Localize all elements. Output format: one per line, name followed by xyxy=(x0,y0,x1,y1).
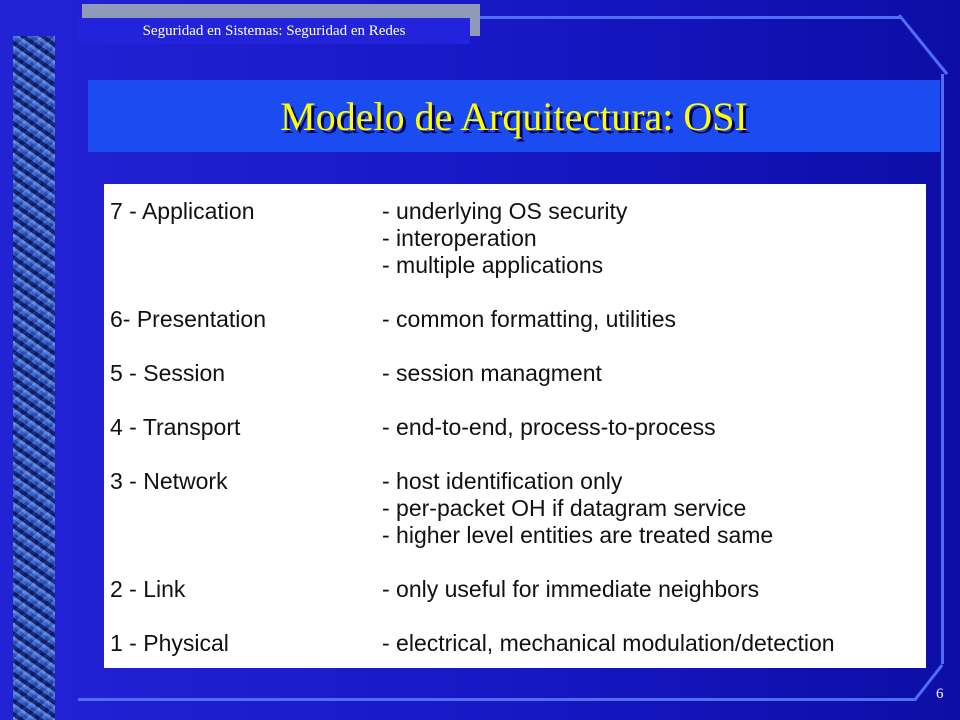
layer-name: 2 - Link xyxy=(110,576,186,602)
description-item: - host identification only xyxy=(382,468,623,494)
layer-description xyxy=(382,630,835,657)
description-item: - multiple applications xyxy=(382,252,604,278)
description-item: - higher level entities are treated same xyxy=(382,522,774,548)
layer-name: 3 - Network xyxy=(110,468,228,494)
frame-top-line xyxy=(470,16,902,19)
slide-title: Modelo de Arquitectura: OSI xyxy=(280,93,748,139)
description-item: - only useful for immediate neighbors xyxy=(382,576,760,602)
page-number: 6 xyxy=(936,686,944,702)
description-item: - underlying OS security xyxy=(382,198,628,224)
description-item: - end-to-end, process-to-process xyxy=(382,414,716,440)
description-item: - common formatting, utilities xyxy=(382,306,676,332)
frame-right-line xyxy=(941,74,944,664)
description-item: - per-packet OH if datagram service xyxy=(382,495,747,521)
layer-name: 5 - Session xyxy=(110,360,226,386)
header-shadow-right xyxy=(470,4,480,36)
layer-description xyxy=(382,360,602,387)
frame-bottom-line xyxy=(78,698,916,701)
layer-name: 6- Presentation xyxy=(110,306,266,332)
layer-description xyxy=(382,414,716,441)
decorative-side-strip xyxy=(13,36,55,720)
layer-name: 1 - Physical xyxy=(110,630,229,656)
layer-description xyxy=(382,576,759,603)
description-item: - electrical, mechanical modulation/detection xyxy=(382,630,835,656)
header-shadow xyxy=(82,4,474,18)
slide-header: Seguridad en Sistemas: Seguridad en Redes xyxy=(78,18,470,44)
frame-diagonal-top xyxy=(898,14,948,75)
layer-description xyxy=(382,468,773,549)
description-item: - session managment xyxy=(382,360,602,386)
osi-table-panel xyxy=(104,184,926,668)
layer-description xyxy=(382,198,627,279)
layer-name: 4 - Transport xyxy=(110,414,241,440)
layer-description xyxy=(382,306,676,333)
description-item: - interoperation xyxy=(382,225,537,251)
layer-name: 7 - Application xyxy=(110,198,255,224)
